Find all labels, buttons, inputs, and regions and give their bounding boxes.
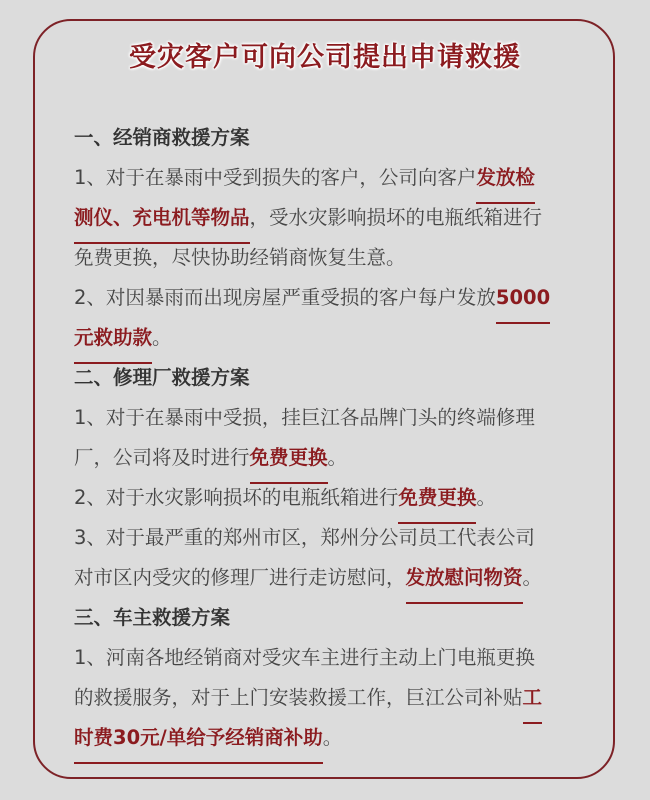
paragraph-line [74, 478, 604, 518]
section-heading-dealer: 一、经销商救援方案 [74, 126, 250, 149]
section-heading-car-owner: 三、车主救援方案 [74, 606, 231, 629]
text: 。 [476, 486, 496, 509]
text: 的救援服务，对于上门安装救援工作，巨江公司补贴 [74, 686, 523, 709]
text: 2、对因暴雨而出现房屋严重受损的客户每户发放 [74, 286, 496, 309]
paragraph-line [74, 718, 604, 758]
text: 对市区内受灾的修理厂进行走访慰问， [74, 566, 406, 589]
text: 。 [522, 566, 543, 589]
paragraph-line [74, 158, 604, 198]
highlight-text: 元救助款 [74, 318, 152, 358]
text: ，受水灾影响损坏的电瓶纸箱进行 [249, 206, 543, 229]
highlight-text: 免费更换 [250, 438, 328, 478]
paragraph-line [74, 198, 604, 238]
page-title: 受灾客户可向公司提出申请救援 [129, 42, 521, 73]
paragraph-line [74, 318, 604, 358]
highlight-text: 测仪、充电机等物品 [74, 198, 250, 238]
paragraph-line: 1、对于在暴雨中受损，挂巨江各品牌门头的终端修理 [74, 406, 535, 429]
paragraph-line [74, 278, 604, 318]
text: 1、对于在暴雨中受到损失的客户，公司向客户 [74, 166, 477, 189]
paragraph-line: 3、对于最严重的郑州市区，郑州分公司员工代表公司 [74, 526, 535, 549]
highlight-text: 工 [523, 678, 543, 718]
highlight-text: 发放检 [476, 158, 535, 198]
paragraph-line [74, 678, 604, 718]
content-body [74, 118, 604, 758]
highlight-text: 发放慰问物资 [406, 558, 523, 598]
paragraph-line: 1、河南各地经销商对受灾车主进行主动上门电瓶更换 [74, 646, 535, 669]
text: 。 [327, 446, 348, 469]
highlight-text: 时费30元/单给予经销商补助 [74, 718, 323, 758]
highlight-text: 免费更换 [398, 478, 476, 518]
text: 2、对于水灾影响损坏的电瓶纸箱进行 [74, 486, 399, 509]
paragraph-line [74, 438, 604, 478]
paragraph-line: 免费更换，尽快协助经销商恢复生意。 [74, 246, 406, 269]
text: 厂，公司将及时进行 [74, 446, 250, 469]
section-heading-repair-shop: 二、修理厂救援方案 [74, 366, 250, 389]
text: 。 [152, 326, 172, 349]
text: 。 [322, 726, 343, 749]
highlight-text: 5000 [496, 278, 550, 318]
paragraph-line [74, 558, 604, 598]
